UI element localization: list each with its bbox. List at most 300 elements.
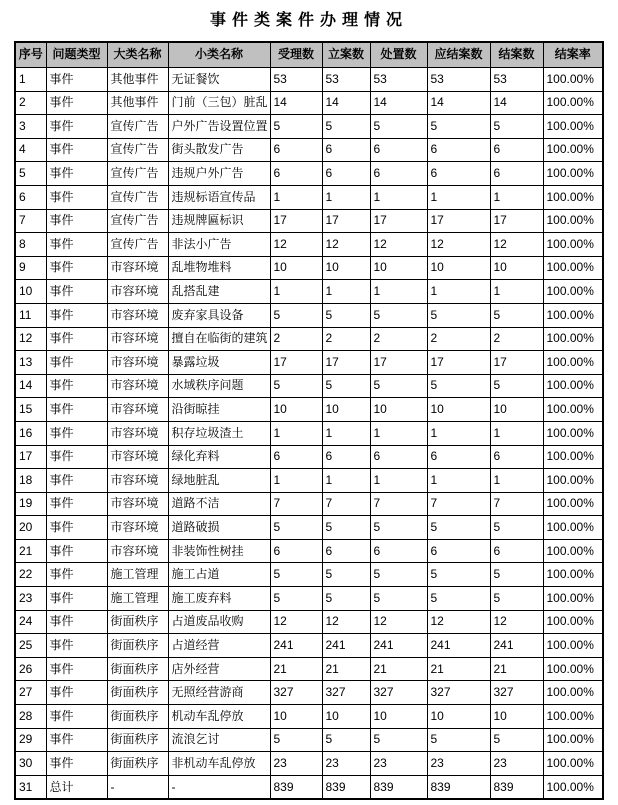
table-cell: 市容环境 (107, 445, 168, 469)
table-row (15, 327, 603, 351)
table-row (15, 610, 603, 634)
table-cell: 违规户外广告 (168, 162, 270, 186)
table-cell: 事件 (46, 115, 107, 139)
table-cell: 非机动车乱停放 (168, 752, 270, 776)
table-cell: 宣传广告 (107, 209, 168, 233)
table-cell: 7 (322, 492, 370, 516)
table-cell: 废弃家具设备 (168, 303, 270, 327)
table-cell: 6 (370, 162, 427, 186)
table-cell: 100.00% (543, 162, 603, 186)
table-cell: 街面秩序 (107, 705, 168, 729)
table-cell: 12 (370, 610, 427, 634)
table-cell: 17 (370, 209, 427, 233)
table-row (15, 752, 603, 776)
table-cell: 17 (370, 351, 427, 375)
table-cell: 5 (490, 563, 543, 587)
table-cell: 100.00% (543, 233, 603, 257)
table-cell: 5 (427, 303, 490, 327)
table-cell: 市容环境 (107, 327, 168, 351)
table-cell: 14 (427, 91, 490, 115)
table-cell: 100.00% (543, 421, 603, 445)
table-cell: 1 (322, 421, 370, 445)
table-cell: 327 (427, 681, 490, 705)
table-cell: 机动车乱停放 (168, 705, 270, 729)
table-cell: 16 (15, 421, 46, 445)
table-cell: 流浪乞讨 (168, 728, 270, 752)
table-cell: 市容环境 (107, 256, 168, 280)
table-row (15, 351, 603, 375)
table-cell: 擅自在临街的建筑 (168, 327, 270, 351)
table-cell: 5 (490, 374, 543, 398)
table-cell: 事件 (46, 752, 107, 776)
table-cell: 53 (490, 68, 543, 92)
table-cell: 839 (370, 775, 427, 799)
table-row (15, 91, 603, 115)
table-cell: 5 (427, 587, 490, 611)
table-cell: 17 (322, 209, 370, 233)
table-cell: 市容环境 (107, 398, 168, 422)
table-cell: 5 (370, 115, 427, 139)
table-cell: 5 (270, 374, 322, 398)
table-cell: 327 (270, 681, 322, 705)
table-cell: 12 (270, 610, 322, 634)
table-cell: 1 (270, 469, 322, 493)
table-row (15, 233, 603, 257)
table-row (15, 68, 603, 92)
table-cell: 100.00% (543, 516, 603, 540)
table-cell: 6 (322, 162, 370, 186)
table-cell: 100.00% (543, 374, 603, 398)
table-row (15, 587, 603, 611)
column-header: 结案率 (543, 42, 603, 68)
table-cell: 25 (15, 634, 46, 658)
table-cell: - (168, 775, 270, 799)
table-cell: 10 (427, 398, 490, 422)
table-row (15, 492, 603, 516)
table-cell: 100.00% (543, 681, 603, 705)
table-cell: 5 (427, 516, 490, 540)
table-cell: 乱堆物堆料 (168, 256, 270, 280)
table-cell: 14 (370, 91, 427, 115)
table-cell: 事件 (46, 209, 107, 233)
table-cell: 12 (322, 610, 370, 634)
table-cell: 5 (490, 303, 543, 327)
table-cell: 道路不洁 (168, 492, 270, 516)
table-cell: 1 (427, 280, 490, 304)
table-cell: 100.00% (543, 185, 603, 209)
table-cell: 违规牌匾标识 (168, 209, 270, 233)
table-cell: 100.00% (543, 492, 603, 516)
table-cell: 5 (270, 728, 322, 752)
table-cell: 事件 (46, 138, 107, 162)
table-cell: 5 (270, 516, 322, 540)
table-cell: 100.00% (543, 209, 603, 233)
table-cell: 事件 (46, 657, 107, 681)
table-row (15, 563, 603, 587)
table-cell: 23 (322, 752, 370, 776)
table-cell: 1 (270, 280, 322, 304)
table-cell: 5 (322, 303, 370, 327)
table-cell: 17 (490, 351, 543, 375)
table-cell: 5 (427, 728, 490, 752)
table-cell: 12 (490, 233, 543, 257)
table-cell: 23 (490, 752, 543, 776)
table-cell: 100.00% (543, 351, 603, 375)
table-cell: 24 (15, 610, 46, 634)
table-cell: 5 (370, 587, 427, 611)
table-cell: 12 (322, 233, 370, 257)
table-cell: 积存垃圾渣土 (168, 421, 270, 445)
table-cell: 12 (270, 233, 322, 257)
table-cell: 7 (370, 492, 427, 516)
table-cell: 9 (15, 256, 46, 280)
table-cell: 事件 (46, 563, 107, 587)
table-cell: 4 (15, 138, 46, 162)
table-cell: 14 (490, 91, 543, 115)
table-cell: 1 (427, 421, 490, 445)
table-cell: 21 (427, 657, 490, 681)
table-row (15, 398, 603, 422)
table-cell: 100.00% (543, 657, 603, 681)
table-cell: 5 (322, 563, 370, 587)
table-cell: 2 (270, 327, 322, 351)
header-row (15, 42, 603, 68)
table-cell: 12 (427, 610, 490, 634)
table-cell: 100.00% (543, 398, 603, 422)
table-cell: 14 (15, 374, 46, 398)
table-cell: 100.00% (543, 563, 603, 587)
table-row (15, 539, 603, 563)
table-cell: 3 (15, 115, 46, 139)
table-cell: 户外广告设置位置 (168, 115, 270, 139)
case-handling-table (14, 41, 604, 800)
table-row (15, 138, 603, 162)
table-cell: 53 (427, 68, 490, 92)
table-cell: 14 (270, 91, 322, 115)
table-cell: 事件 (46, 681, 107, 705)
table-cell: 18 (15, 469, 46, 493)
table-cell: 7 (490, 492, 543, 516)
table-cell: 21 (490, 657, 543, 681)
table-cell: 5 (270, 115, 322, 139)
table-cell: 241 (370, 634, 427, 658)
table-cell: 1 (270, 421, 322, 445)
table-cell: 6 (490, 162, 543, 186)
table-cell: 5 (370, 303, 427, 327)
table-cell: 5 (15, 162, 46, 186)
table-cell: 12 (427, 233, 490, 257)
table-cell: 100.00% (543, 705, 603, 729)
table-cell: 17 (427, 351, 490, 375)
table-row (15, 775, 603, 799)
table-cell: 10 (15, 280, 46, 304)
table-cell: 10 (427, 705, 490, 729)
table-cell: 施工占道 (168, 563, 270, 587)
table-cell: 6 (490, 445, 543, 469)
table-cell: 事件 (46, 91, 107, 115)
table-cell: 5 (490, 587, 543, 611)
table-cell: 100.00% (543, 539, 603, 563)
table-cell: - (107, 775, 168, 799)
table-cell: 28 (15, 705, 46, 729)
table-cell: 100.00% (543, 634, 603, 658)
table-cell: 10 (370, 256, 427, 280)
table-cell: 6 (427, 162, 490, 186)
table-row (15, 421, 603, 445)
table-cell: 违规标语宣传品 (168, 185, 270, 209)
table-body (15, 68, 603, 800)
table-cell: 事件 (46, 162, 107, 186)
table-cell: 1 (490, 185, 543, 209)
table-cell: 事件 (46, 256, 107, 280)
table-cell: 2 (427, 327, 490, 351)
table-cell: 1 (322, 185, 370, 209)
table-cell: 1 (370, 469, 427, 493)
table-cell: 5 (322, 728, 370, 752)
table-cell: 1 (490, 280, 543, 304)
table-cell: 100.00% (543, 728, 603, 752)
table-cell: 店外经营 (168, 657, 270, 681)
table-cell: 2 (490, 327, 543, 351)
table-cell: 26 (15, 657, 46, 681)
table-row (15, 728, 603, 752)
table-head (15, 42, 603, 68)
table-row (15, 516, 603, 540)
table-cell: 100.00% (543, 610, 603, 634)
table-cell: 街头散发广告 (168, 138, 270, 162)
table-cell: 53 (270, 68, 322, 92)
table-row (15, 115, 603, 139)
table-row (15, 634, 603, 658)
table-cell: 10 (370, 398, 427, 422)
table-cell: 无证餐饮 (168, 68, 270, 92)
table-cell: 事件 (46, 634, 107, 658)
table-cell: 占道废品收购 (168, 610, 270, 634)
table-cell: 100.00% (543, 445, 603, 469)
table-cell: 5 (427, 374, 490, 398)
table-cell: 53 (370, 68, 427, 92)
table-cell: 其他事件 (107, 91, 168, 115)
table-cell: 1 (322, 469, 370, 493)
table-cell: 暴露垃圾 (168, 351, 270, 375)
table-cell: 6 (427, 445, 490, 469)
table-cell: 1 (490, 469, 543, 493)
table-cell: 事件 (46, 327, 107, 351)
table-cell: 13 (15, 351, 46, 375)
page-title: 事件类案件办理情况 (209, 12, 408, 29)
table-cell: 839 (322, 775, 370, 799)
table-cell: 市容环境 (107, 351, 168, 375)
table-cell: 6 (270, 445, 322, 469)
table-cell: 6 (322, 539, 370, 563)
table-cell: 6 (270, 162, 322, 186)
table-cell: 宣传广告 (107, 233, 168, 257)
table-cell: 7 (270, 492, 322, 516)
table-cell: 1 (322, 280, 370, 304)
table-row (15, 705, 603, 729)
table-cell: 街面秩序 (107, 728, 168, 752)
table-cell: 乱搭乱建 (168, 280, 270, 304)
table-cell: 事件 (46, 185, 107, 209)
table-row (15, 374, 603, 398)
column-header: 序号 (15, 42, 46, 68)
table-cell: 总计 (46, 775, 107, 799)
table-cell: 10 (490, 398, 543, 422)
table-cell: 无照经营游商 (168, 681, 270, 705)
table-cell: 5 (427, 563, 490, 587)
column-header: 结案数 (490, 42, 543, 68)
table-cell: 沿街晾挂 (168, 398, 270, 422)
table-cell: 宣传广告 (107, 115, 168, 139)
table-cell: 事件 (46, 68, 107, 92)
table-cell: 事件 (46, 280, 107, 304)
table-cell: 1 (370, 421, 427, 445)
table-row (15, 256, 603, 280)
table-cell: 事件 (46, 374, 107, 398)
table-cell: 非法小广告 (168, 233, 270, 257)
table-cell: 100.00% (543, 280, 603, 304)
table-cell: 17 (427, 209, 490, 233)
table-cell: 839 (427, 775, 490, 799)
table-cell: 10 (322, 256, 370, 280)
table-cell: 5 (322, 374, 370, 398)
table-cell: 100.00% (543, 91, 603, 115)
table-cell: 53 (322, 68, 370, 92)
table-cell: 施工管理 (107, 587, 168, 611)
table-cell: 10 (427, 256, 490, 280)
table-cell: 17 (490, 209, 543, 233)
table-cell: 6 (322, 138, 370, 162)
table-cell: 100.00% (543, 138, 603, 162)
table-cell: 10 (490, 705, 543, 729)
table-cell: 事件 (46, 587, 107, 611)
table-cell: 21 (370, 657, 427, 681)
table-cell: 水域秩序问题 (168, 374, 270, 398)
table-cell: 街面秩序 (107, 752, 168, 776)
table-cell: 10 (270, 705, 322, 729)
table-cell: 1 (270, 185, 322, 209)
table-cell: 1 (427, 469, 490, 493)
table-row (15, 303, 603, 327)
table-row (15, 469, 603, 493)
table-cell: 宣传广告 (107, 138, 168, 162)
column-header: 处置数 (370, 42, 427, 68)
table-cell: 8 (15, 233, 46, 257)
table-cell: 100.00% (543, 752, 603, 776)
table-cell: 6 (490, 138, 543, 162)
table-cell: 事件 (46, 610, 107, 634)
column-header: 受理数 (270, 42, 322, 68)
table-cell: 6 (270, 539, 322, 563)
table-cell: 21 (322, 657, 370, 681)
table-cell: 5 (370, 516, 427, 540)
table-row (15, 657, 603, 681)
table-cell: 27 (15, 681, 46, 705)
table-row (15, 280, 603, 304)
table-cell: 事件 (46, 705, 107, 729)
column-header: 应结案数 (427, 42, 490, 68)
table-cell: 20 (15, 516, 46, 540)
table-cell: 占道经营 (168, 634, 270, 658)
table-cell: 事件 (46, 492, 107, 516)
table-cell: 100.00% (543, 469, 603, 493)
table-cell: 事件 (46, 469, 107, 493)
table-row (15, 162, 603, 186)
table-cell: 21 (270, 657, 322, 681)
table-cell: 道路破损 (168, 516, 270, 540)
table-cell: 12 (370, 233, 427, 257)
table-cell: 6 (427, 138, 490, 162)
table-cell: 100.00% (543, 115, 603, 139)
table-cell: 14 (322, 91, 370, 115)
table-cell: 事件 (46, 445, 107, 469)
table-row (15, 209, 603, 233)
table-cell: 市容环境 (107, 280, 168, 304)
table-cell: 事件 (46, 728, 107, 752)
table-cell: 30 (15, 752, 46, 776)
table-cell: 2 (370, 327, 427, 351)
table-cell: 7 (427, 492, 490, 516)
table-cell: 2 (322, 327, 370, 351)
table-cell: 事件 (46, 539, 107, 563)
table-cell: 31 (15, 775, 46, 799)
table-cell: 事件 (46, 351, 107, 375)
table-cell: 10 (270, 256, 322, 280)
table-cell: 2 (15, 91, 46, 115)
table-cell: 29 (15, 728, 46, 752)
table-cell: 事件 (46, 398, 107, 422)
table-cell: 市容环境 (107, 516, 168, 540)
table-cell: 327 (490, 681, 543, 705)
table-row (15, 185, 603, 209)
table-cell: 5 (490, 115, 543, 139)
table-cell: 6 (427, 539, 490, 563)
table-cell: 事件 (46, 233, 107, 257)
table-cell: 非装饰性树挂 (168, 539, 270, 563)
table-row (15, 445, 603, 469)
table-cell: 241 (490, 634, 543, 658)
table-cell: 市容环境 (107, 374, 168, 398)
table-cell: 17 (270, 209, 322, 233)
table-cell: 17 (15, 445, 46, 469)
table-cell: 宣传广告 (107, 185, 168, 209)
table-cell: 7 (15, 209, 46, 233)
column-header: 立案数 (322, 42, 370, 68)
table-cell: 241 (427, 634, 490, 658)
table-cell: 事件 (46, 516, 107, 540)
table-cell: 327 (370, 681, 427, 705)
table-cell: 市容环境 (107, 421, 168, 445)
column-header: 大类名称 (107, 42, 168, 68)
table-cell: 市容环境 (107, 469, 168, 493)
table-cell: 241 (322, 634, 370, 658)
table-cell: 12 (15, 327, 46, 351)
table-cell: 100.00% (543, 775, 603, 799)
table-cell: 5 (370, 563, 427, 587)
table-cell: 施工废弃料 (168, 587, 270, 611)
table-cell: 5 (270, 303, 322, 327)
table-cell: 事件 (46, 303, 107, 327)
table-cell: 10 (322, 705, 370, 729)
table-cell: 22 (15, 563, 46, 587)
table-cell: 327 (322, 681, 370, 705)
table-cell: 市容环境 (107, 539, 168, 563)
table-cell: 5 (322, 587, 370, 611)
table-cell: 1 (15, 68, 46, 92)
table-cell: 门前（三包）脏乱 (168, 91, 270, 115)
column-header: 小类名称 (168, 42, 270, 68)
table-cell: 10 (270, 398, 322, 422)
